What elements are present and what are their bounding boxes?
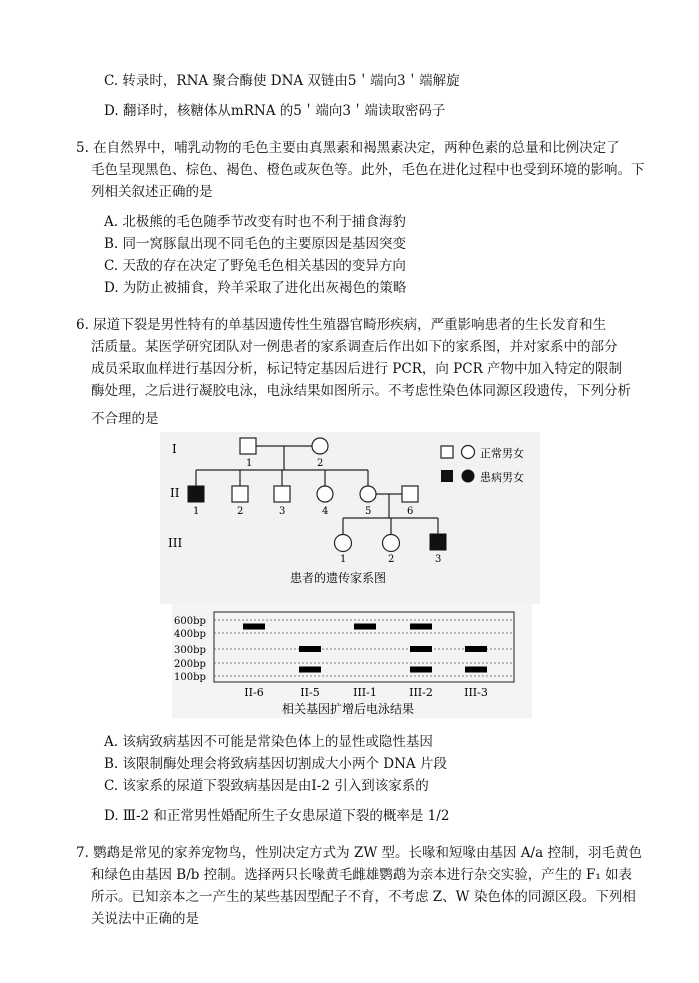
q6-option-d: D. Ⅲ-2 和正常男性婚配所生子女患尿道下裂的概率是 1/2	[104, 808, 450, 824]
gel-band	[243, 624, 265, 630]
q6-stem-line-5: 不合理的是	[91, 411, 159, 427]
gel-band	[299, 667, 321, 673]
pedigree-ii-2-normal-male	[232, 486, 248, 502]
pedigree-iii-1-normal-female	[335, 535, 352, 552]
gel-band	[410, 624, 432, 630]
q7-stem-line-4: 关说法中正确的是	[91, 911, 199, 927]
q6-stem-line-3: 成员采取血样进行基因分析，标记特定基因后进行 PCR，向 PCR 产物中加入特定的限制	[91, 361, 623, 377]
q6-option-c: C. 该家系的尿道下裂致病基因是由Ⅰ-2 引入到该家系的	[104, 778, 429, 794]
pedigree-iii-2-normal-female	[383, 535, 400, 552]
pedigree-caption: 患者的遗传家系图	[290, 571, 387, 585]
generation-label-iii: III	[168, 536, 183, 550]
pedigree-number-ii-1: 1	[193, 506, 200, 517]
pedigree-i-1-normal-male	[240, 438, 256, 454]
gel-ladder-label: 100bp	[174, 672, 206, 683]
gel-ladder-label: 200bp	[174, 659, 206, 670]
gel-ladder-label: 300bp	[174, 645, 206, 656]
pedigree-number-ii-5: 5	[365, 506, 372, 517]
gel-band	[354, 624, 376, 630]
gel-ladder-label: 600bp	[174, 616, 206, 627]
pedigree-i-2-normal-female	[312, 438, 328, 454]
legend-affected-male-symbol	[441, 470, 453, 482]
gel-lane-label: III-1	[353, 686, 377, 699]
gel-band	[410, 646, 432, 652]
pedigree-ii-3-normal-male	[274, 486, 290, 502]
q7-stem-line-3: 所示。已知亲本之一产生的某些基因型配子不育，不考虑 Z、W 染色体的同源区段。下列相	[91, 889, 636, 905]
gel-lane-label: II-5	[300, 686, 320, 699]
pedigree-ii-6-normal-male	[402, 486, 418, 502]
q6-option-b: B. 该限制酶处理会将致病基因切割成大小两个 DNA 片段	[104, 756, 447, 772]
pedigree-ii-1-affected-male	[188, 486, 204, 502]
q5-option-d: D. 为防止被捕食，羚羊采取了进化出灰褐色的策略	[104, 280, 407, 296]
pedigree-number-iii-3: 3	[435, 554, 442, 565]
q5-stem-line-2: 毛色呈现黑色、棕色、褐色、橙色或灰色等。此外，毛色在进化过程中也受到环境的影响。下	[91, 162, 645, 178]
generation-label-ii: II	[170, 486, 180, 500]
q7-stem-line-2: 和绿色由基因 B/b 控制。选择两只长喙黄毛雌雄鹦鹉为亲本进行杂交实验，产生的 F₁ 如表	[91, 867, 633, 883]
q6-stem-line-2: 活质量。某医学研究团队对一例患者的家系调查后作出如下的家系图，并对家系中的部分	[91, 339, 618, 355]
pedigree-ii-5-normal-female	[360, 486, 376, 502]
generation-label-i: I	[172, 442, 177, 456]
gel-band	[410, 667, 432, 673]
pedigree-iii-3-affected-male	[430, 534, 446, 550]
q7-stem-line-1: 7. 鹦鹉是常见的家养宠物鸟，性别决定方式为 ZW 型。长喙和短喙由基因 A/a 控制，羽毛黄色	[76, 845, 642, 861]
legend-normal-female-symbol	[462, 446, 475, 459]
q5-option-a: A. 北极熊的毛色随季节改变有时也不利于捕食海豹	[104, 214, 406, 230]
option-d-previous: D. 翻译时，核糖体从mRNA 的5＇端向3＇端读取密码子	[104, 103, 446, 119]
gel-lane-label: III-3	[464, 686, 488, 699]
gel-caption: 相关基因扩增后电泳结果	[282, 702, 415, 716]
q5-stem-line-1: 5. 在自然界中，哺乳动物的毛色主要由真黑素和褐黑素决定，两种色素的总量和比例决定了	[76, 140, 620, 156]
q6-stem-line-1: 6. 尿道下裂是男性特有的单基因遗传性生殖器官畸形疾病，严重影响患者的生长发育和生	[76, 317, 607, 333]
q6-option-a: A. 该病致病基因不可能是常染色体上的显性或隐性基因	[104, 734, 433, 750]
pedigree-number-iii-1: 1	[340, 554, 347, 565]
gel-lane-label: III-2	[409, 686, 433, 699]
legend-normal-label: 正常男女	[480, 447, 524, 460]
gel-ladder-label: 400bp	[174, 629, 206, 640]
pedigree-number-ii-2: 2	[237, 506, 244, 517]
gel-band	[299, 646, 321, 652]
legend-affected-female-symbol	[462, 470, 475, 483]
legend-affected-label: 患病男女	[480, 471, 524, 484]
gel-lane-label: II-6	[244, 686, 264, 699]
gel-background	[172, 604, 532, 718]
q5-option-b: B. 同一窝豚鼠出现不同毛色的主要原因是基因突变	[104, 236, 407, 252]
pedigree-number-iii-2: 2	[388, 554, 395, 565]
option-c-previous: C. 转录时，RNA 聚合酶使 DNA 双链由5＇端向3＇端解旋	[104, 73, 460, 89]
gel-band	[465, 667, 487, 673]
pedigree-number-ii-3: 3	[279, 506, 286, 517]
q6-stem-line-4: 酶处理，之后进行凝胶电泳，电泳结果如图所示。不考虑性染色体同源区段遗传，下列分析	[91, 383, 631, 399]
q5-option-c: C. 天敌的存在决定了野兔毛色相关基因的变异方向	[104, 258, 406, 274]
q5-stem-line-3: 列相关叙述正确的是	[91, 184, 213, 200]
pedigree-number-ii-6: 6	[407, 506, 414, 517]
pedigree-ii-4-normal-female	[317, 486, 333, 502]
gel-band	[465, 646, 487, 652]
pedigree-number-i-1: 1	[246, 458, 253, 469]
pedigree-number-i-2: 2	[317, 458, 324, 469]
pedigree-number-ii-4: 4	[322, 506, 329, 517]
legend-normal-male-symbol	[441, 446, 453, 458]
